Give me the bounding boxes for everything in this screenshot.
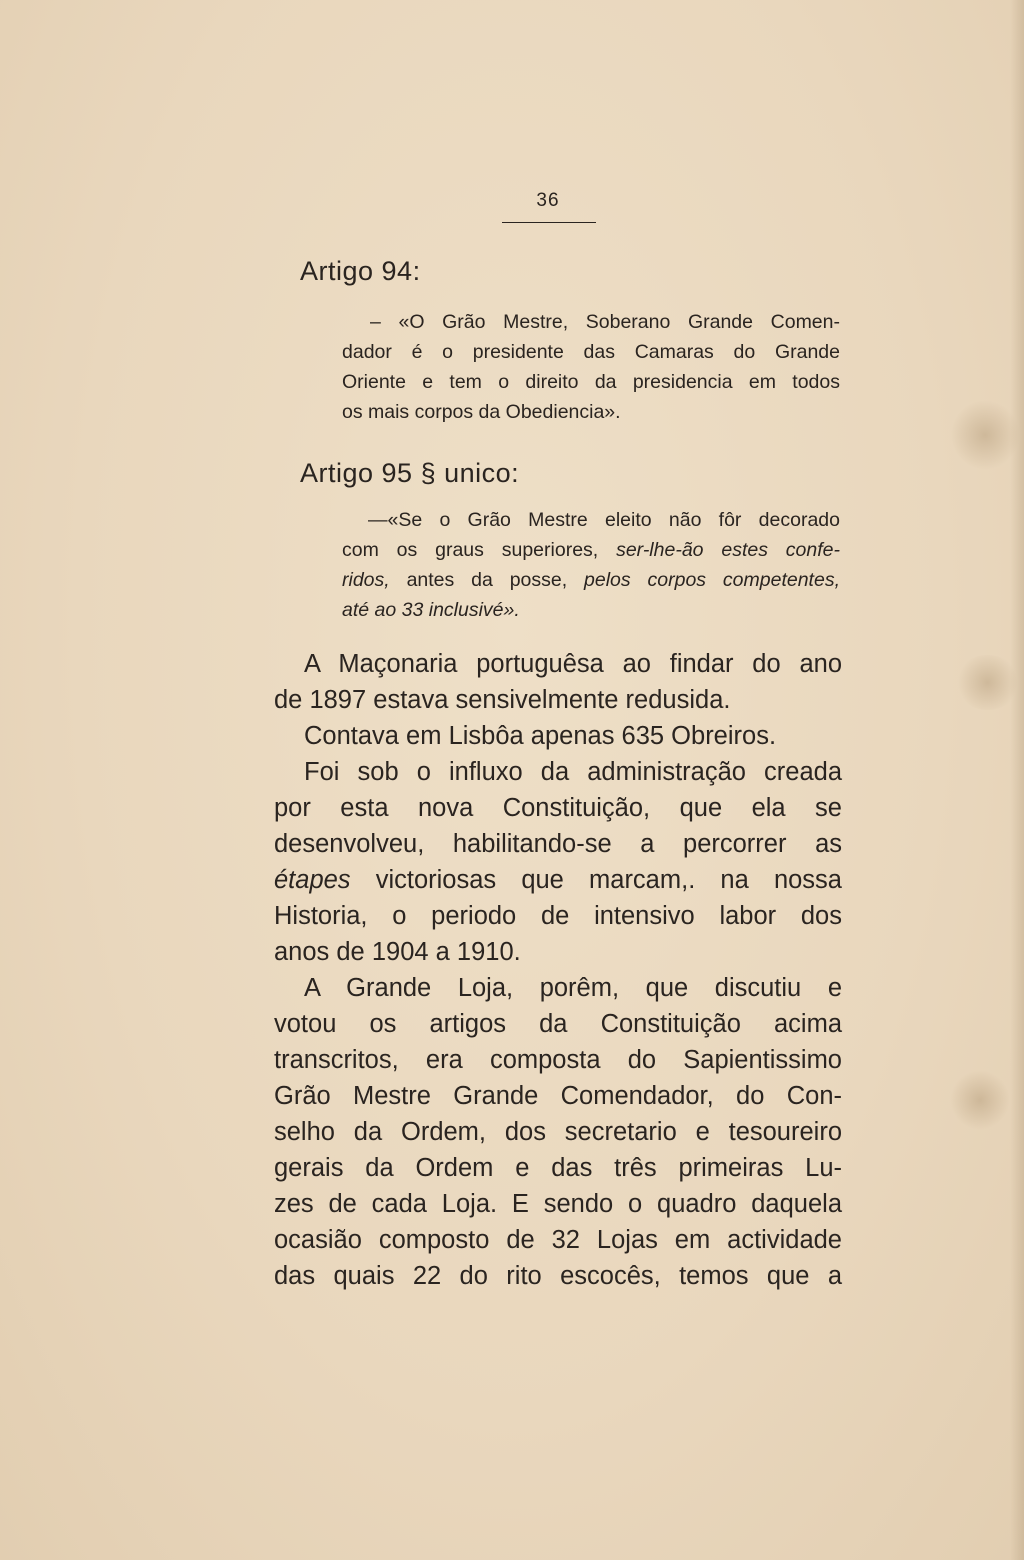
quote-line: dador é o presidente das Camaras do Grande — [342, 341, 840, 363]
paper-stain — [950, 400, 1020, 470]
quote-italic-fragment: ridos, — [342, 569, 390, 591]
body-line: votou os artigos da Constituição acima — [274, 1010, 842, 1038]
quote-italic-fragment: ser-lhe-ão estes confe- — [616, 539, 841, 561]
body-line: por esta nova Constituição, que ela se — [274, 794, 842, 822]
quote-line — [342, 565, 840, 595]
body-line: A Maçonaria portuguêsa ao findar do ano — [304, 650, 842, 678]
quote-line: Oriente e tem o direito da presidencia em todos — [342, 371, 840, 393]
quote-line: —«Se o Grão Mestre eleito não fôr decorado — [368, 509, 840, 531]
body-line: ocasião composto de 32 Lojas em actividade — [274, 1226, 842, 1254]
quote-fragment: antes da posse, — [406, 569, 568, 591]
paper-stain — [950, 1070, 1010, 1130]
quote-line — [342, 535, 840, 565]
body-line: de 1897 estava sensivelmente redusida. — [274, 686, 731, 714]
page-number: 36 — [536, 190, 560, 211]
body-italic-fragment: étapes — [274, 866, 351, 894]
body-fragment: victoriosas que marcam,. na nossa — [375, 866, 842, 894]
body-line: das quais 22 do rito escocês, temos que a — [274, 1262, 842, 1290]
paper-stain — [955, 655, 1020, 710]
article-94-heading: Artigo 94: — [300, 256, 421, 286]
body-line: zes de cada Loja. E sendo o quadro daquela — [274, 1190, 842, 1218]
body-line: anos de 1904 a 1910. — [274, 938, 521, 966]
body-line: Grão Mestre Grande Comendador, do Con- — [274, 1082, 842, 1110]
quote-fragment: com os graus superiores, — [342, 539, 599, 561]
body-line: Contava em Lisbôa apenas 635 Obreiros. — [304, 722, 777, 750]
body-line: desenvolveu, habilitando-se a percorrer as — [274, 830, 842, 858]
article-95-heading: Artigo 95 § unico: — [300, 458, 520, 488]
body-line: selho da Ordem, dos secretario e tesoureiro — [274, 1118, 842, 1146]
quote-line: os mais corpos da Obediencia». — [342, 401, 621, 423]
article-95-quote — [342, 505, 840, 625]
page-edge-shadow — [1010, 0, 1024, 1560]
body-line: Historia, o periodo de intensivo labor dos — [274, 902, 842, 930]
body-line: A Grande Loja, porêm, que discutiu e — [304, 974, 842, 1002]
body-line: gerais da Ordem e das três primeiras Lu- — [274, 1154, 842, 1182]
quote-italic-fragment: pelos corpos competentes, — [584, 569, 840, 591]
quote-line: até ao 33 inclusivé». — [342, 599, 520, 621]
quote-line: – «O Grão Mestre, Soberano Grande Comen- — [370, 311, 840, 333]
article-94-quote — [342, 307, 840, 427]
body-text — [274, 646, 842, 1294]
body-line: transcritos, era composta do Sapientissimo — [274, 1046, 842, 1074]
body-line: Foi sob o influxo da administração creada — [304, 758, 842, 786]
page-number-rule — [502, 222, 596, 223]
body-line — [274, 862, 842, 898]
